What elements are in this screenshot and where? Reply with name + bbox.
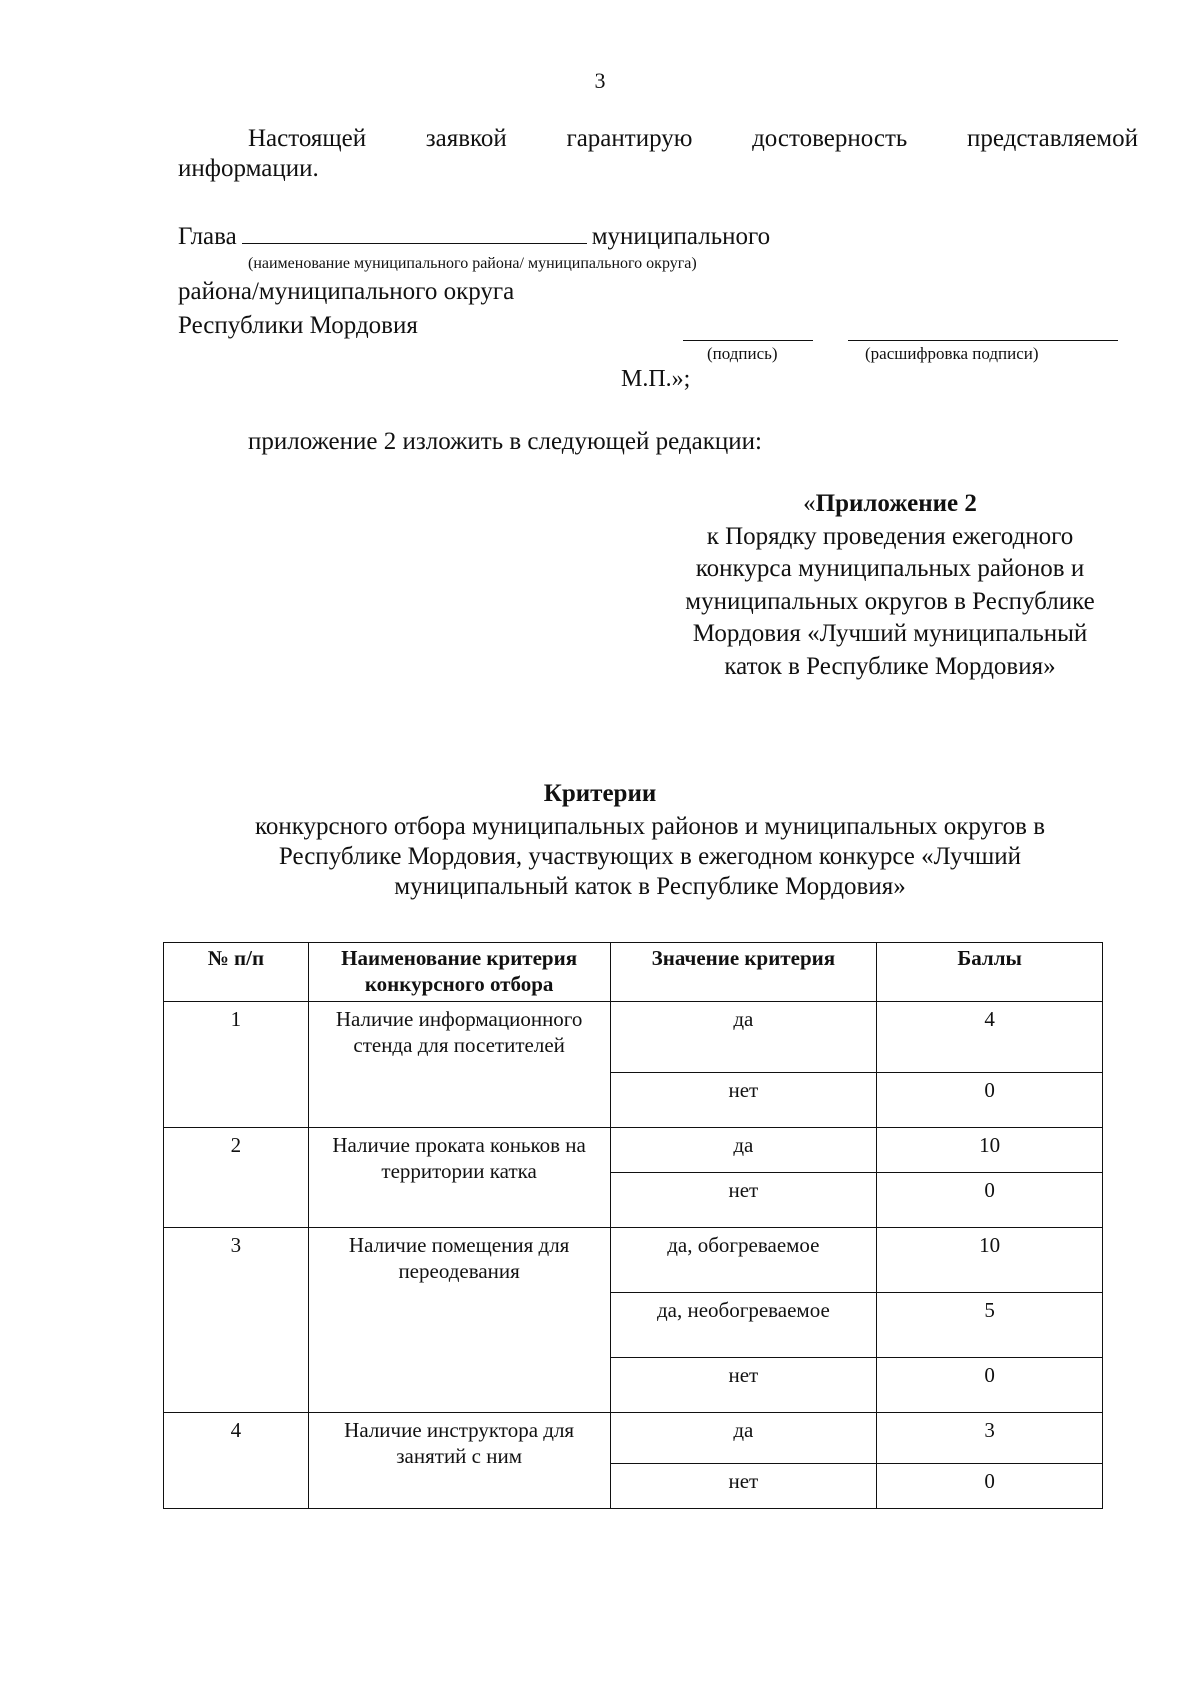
guarantee-word: заявкой	[425, 125, 507, 152]
guarantee-word: достоверность	[752, 125, 908, 152]
criteria-table	[163, 942, 1103, 1509]
guarantee-line-1	[178, 124, 1138, 154]
header-score: Баллы	[877, 943, 1103, 1002]
appendix-heading	[630, 488, 1150, 521]
criterion-score: 10	[877, 1128, 1103, 1173]
criterion-score: 10	[877, 1228, 1103, 1293]
criteria-subtitle-line: муниципальный каток в Республике Мордовия»	[394, 873, 906, 900]
criterion-name: Наличие помещения для переодевания	[308, 1228, 610, 1413]
criteria-subtitle	[180, 812, 1120, 902]
page-number: 3	[594, 68, 606, 93]
guarantee-word: представляемой	[966, 125, 1138, 152]
header-number: № п/п	[164, 943, 309, 1002]
criterion-score: 0	[877, 1358, 1103, 1413]
glava-label: Глава	[178, 223, 237, 250]
signature-decode-blank	[848, 340, 1118, 341]
republic-line: Республики Мордовия	[178, 312, 418, 339]
row-number: 2	[164, 1128, 309, 1228]
header-criterion-name: Наименование критерия конкурсного отбора	[308, 943, 610, 1002]
guarantee-line-2: информации.	[178, 155, 319, 182]
criterion-score: 0	[877, 1073, 1103, 1128]
municipal-label: муниципального	[591, 223, 771, 250]
row-number: 3	[164, 1228, 309, 1413]
row-number: 4	[164, 1413, 309, 1509]
table-row	[164, 1413, 1103, 1464]
appendix-quote: «	[803, 490, 816, 517]
criterion-value: да	[610, 1128, 877, 1173]
stamp-place-label: М.П.»;	[621, 366, 691, 392]
signature-hint: (подпись)	[707, 344, 778, 363]
municipality-name-blank	[242, 221, 587, 244]
criterion-value: нет	[610, 1358, 877, 1413]
criterion-name: Наличие проката коньков на территории катка	[308, 1128, 610, 1228]
appendix-line: Мордовия «Лучший муниципальный	[692, 620, 1088, 647]
rayon-line: района/муниципального округа	[178, 278, 515, 305]
criterion-value: нет	[610, 1464, 877, 1509]
criteria-title: Критерии	[543, 780, 657, 807]
criterion-name: Наличие инструктора для занятий с ним	[308, 1413, 610, 1509]
table-header-row	[164, 943, 1103, 1002]
guarantee-paragraph	[178, 124, 1138, 184]
criterion-value: нет	[610, 1173, 877, 1228]
appendix-header	[630, 488, 1150, 683]
criterion-score: 0	[877, 1173, 1103, 1228]
criterion-value: да	[610, 1413, 877, 1464]
appendix-title: Приложение 2	[815, 490, 977, 517]
table-row	[164, 1128, 1103, 1173]
criterion-name: Наличие информационного стенда для посетителей	[308, 1002, 610, 1128]
appendix-line: к Порядку проведения ежегодного	[706, 522, 1074, 550]
signature-blank	[683, 340, 813, 341]
criterion-value: да, необогреваемое	[610, 1293, 877, 1358]
criterion-score: 0	[877, 1464, 1103, 1509]
appendix-line: муниципальных округов в Республике	[685, 587, 1095, 615]
criterion-score: 3	[877, 1413, 1103, 1464]
signature-decode-hint: (расшифровка подписи)	[865, 344, 1039, 363]
criterion-score: 4	[877, 1002, 1103, 1073]
instruction-paragraph: приложение 2 изложить в следующей редакции:	[248, 428, 762, 455]
row-number: 1	[164, 1002, 309, 1128]
criterion-value: да	[610, 1002, 877, 1073]
appendix-line: конкурса муниципальных районов и	[695, 555, 1085, 582]
table-row	[164, 1002, 1103, 1073]
header-criterion-value: Значение критерия	[610, 943, 877, 1002]
guarantee-word: Настоящей	[248, 125, 367, 152]
municipality-name-hint: (наименование муниципального района/ муниципального округа)	[248, 255, 697, 272]
criterion-value: да, обогреваемое	[610, 1228, 877, 1293]
guarantee-word: гарантирую	[566, 125, 693, 152]
criteria-subtitle-line: Республике Мордовия, участвующих в ежегодном конкурсе «Лучший	[278, 843, 1022, 870]
criteria-subtitle-line: конкурсного отбора муниципальных районов и муниципальных округов в	[254, 813, 1046, 840]
appendix-line: каток в Республике Мордовия»	[724, 652, 1056, 680]
criterion-score: 5	[877, 1293, 1103, 1358]
glava-line	[178, 221, 770, 251]
table-row	[164, 1228, 1103, 1293]
criterion-value: нет	[610, 1073, 877, 1128]
